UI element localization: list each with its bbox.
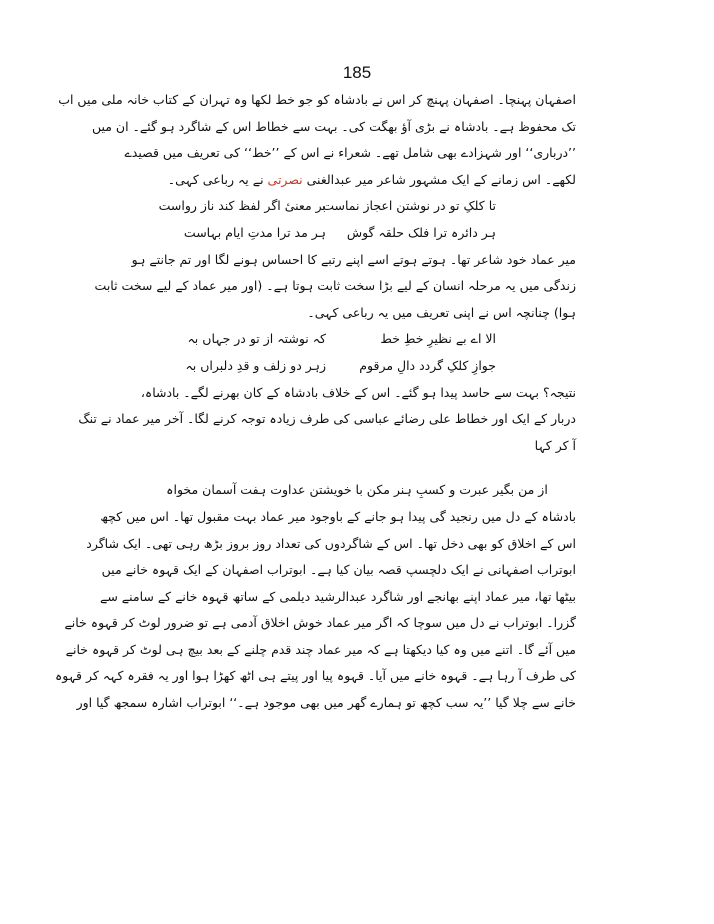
text-line: میر عماد خود شاعر تھا۔ ہوتے ہوتے اسے اپنے رتبے کا احساس ہونے لگا اور تم جانتے ہو (131, 251, 576, 267)
verse-single-line: از من بگیر عبرت و کسبِ ہنر مکن با خویشتن عداوت ہفت آسمان مخواہ (166, 482, 548, 498)
text-line (138, 167, 576, 194)
text-line: دربار کے ایک اور خطاط علی رضائے عباسی کی طرف زیادہ توجہ کرنے لگا۔ آخر میر عماد نے تنگ (78, 411, 576, 427)
text-line: زندگی میں یہ مرحلہ انسان کے لیے بڑا سخت ثابت ہوتا ہے۔ (اور میر عماد کے لیے سخت ثابت (94, 278, 576, 294)
verse-hemistich: الا اے بے نظیرِ خطِ خط (380, 331, 496, 347)
verse-hemistich: تا کلکِ تو در نوشتن اعجاز نماست (322, 198, 496, 214)
text-line: گزرا۔ ابوتراب نے دل میں سوچا کہ اگر میر عماد خوش اخلاق آدمی ہے تو ضرور لوٹ کر قہوہ خانے (64, 615, 576, 631)
verse-hemistich: جوازِ کلکِ گردد دالِ مرقوم (359, 357, 496, 373)
text-line: ’’درباری‘‘ اور شہزادے بھی شامل تھے۔ شعراء نے اس کے ’’خط‘‘ کی تعریف میں قصیدے (124, 145, 576, 161)
verse-couplet (138, 353, 576, 380)
text-line: میں آئے گا۔ اتنے میں وہ کیا دیکھتا ہے کہ میر عماد چند قدم چلنے کے بعد بیچ ہی لوٹ کر قہوہ خانے (65, 641, 576, 657)
text-fragment: نے یہ رباعی کہی۔ (167, 171, 268, 187)
verse-couplet (138, 326, 576, 353)
text-line: بادشاہ کے دل میں رنجید گی پیدا ہو جانے کے باوجود میر عماد بہت مقبول تھا۔ اس میں کچھ (100, 508, 576, 524)
verse-hemistich: بر معنیٔ اگر لفظ کند ناز رواست (158, 198, 326, 214)
text-line: نتیجہ؟ بہت سے حاسد پیدا ہو گئے۔ اس کے خلاف بادشاہ کے کان بھرنے لگے۔ بادشاہ، (140, 384, 576, 400)
text-line: آ کر کہا (534, 437, 576, 453)
text-line: ہوا) چنانچہ اس نے اپنی تعریف میں یہ رباعی کہی۔ (307, 304, 576, 320)
verse-hemistich: کہ نوشتہ از تو در جہاں بہ (187, 331, 326, 347)
verse-couplet (138, 220, 576, 247)
verse-hemistich: ہر دائرہ ترا فلک حلقہ گوش (346, 224, 496, 240)
verse-hemistich: زہر دو زلف و قدِ دلبراں بہ (185, 357, 326, 373)
text-line: اصفہان پہنچا۔ اصفہان پہنچ کر اس نے بادشاہ کو جو خط لکھا وہ تہران کے کتاب خانہ ملی میں اب (58, 92, 576, 107)
text-line: ابوتراب اصفہانی نے ایک دلچسپ قصہ بیان کیا ہے۔ ابوتراب اصفہان کے ایک قہوہ خانے میں (101, 562, 576, 578)
text-line: اس کے اخلاق کو بھی دخل تھا۔ اس کے شاگردوں کی تعداد روز بروز بڑھ رہی تھی۔ ایک شاگرد (86, 535, 576, 551)
highlighted-poet-name: نصرتی (267, 171, 303, 187)
text-line: خانے سے چلا گیا ’’یہ سب کچھ تو ہمارے گھر میں بھی موجود ہے۔‘‘ ابوتراب اشارہ سمجھ گیا اور (76, 695, 576, 711)
verse-couplet (138, 193, 576, 220)
page-number: 185 (342, 63, 372, 82)
text-line: تک محفوظ ہے۔ بادشاہ نے بڑی آؤ بھگت کی۔ بہت سے خطاط اس کے شاگرد ہو گئے۔ ان میں (91, 118, 576, 134)
text-line: بیٹھا تھا، میر عماد اپنے بھانجے اور شاگرد عبدالرشید دیلمی کے ساتھ قہوہ خانے کے سامنے سے (100, 588, 576, 604)
text-fragment: لکھے۔ اس زمانے کے ایک مشہور شاعر میر عبدالغنی (302, 171, 576, 187)
verse-hemistich: ہر مد ترا مدتِ ایام بہاست (183, 224, 326, 240)
text-line: کی طرف آ رہا ہے۔ قہوہ خانے میں آیا۔ قہوہ پیا اور پیتے ہی اٹھ کھڑا ہوا اور یہ فقرہ کہہ کر قہوہ (54, 668, 576, 684)
page-text (54, 87, 576, 717)
